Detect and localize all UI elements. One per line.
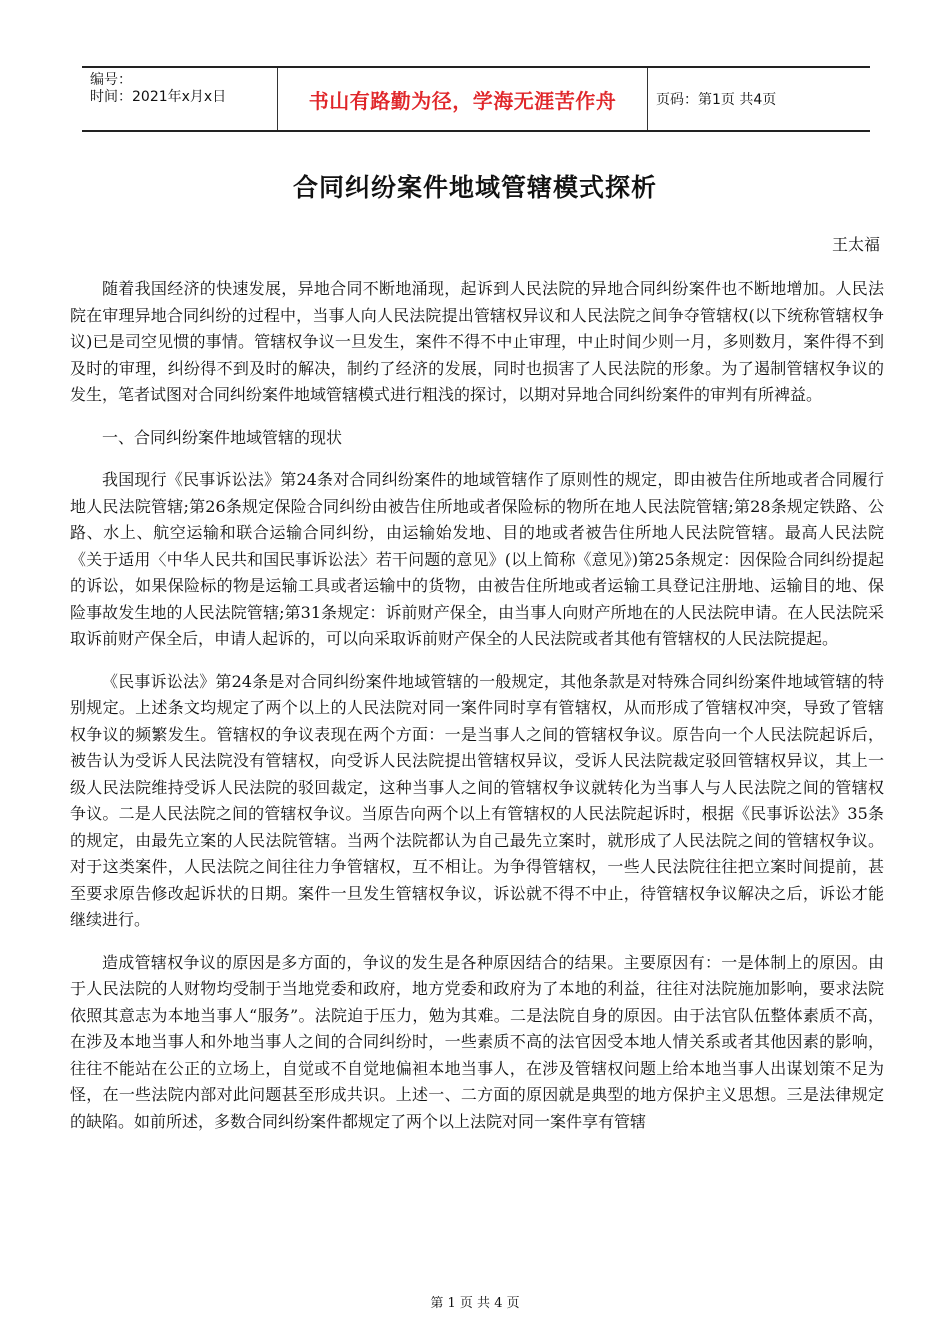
document-number-label: 编号：: [90, 72, 132, 88]
page-header: [82, 66, 870, 132]
header-motto: 书山有路勤为径，学海无涯苦作舟: [278, 68, 648, 130]
document-title: 合同纠纷案件地域管辖模式探析: [292, 173, 657, 202]
body-paragraph: 随着我国经济的快速发展，异地合同不断地涌现，起诉到人民法院的异地合同纠纷案件也不断地增加。人民法院在审理异地合同纠纷的过程中，当事人向人民法院提出管辖权异议和人民法院之间争夺管辖权(以下统称管辖权争议)已是司空见惯的事情。管辖权争议一旦发生，案件不得不中止审理，中止时间少则一月，多则数月，案件得不到及时的审理，纠纷得不到及时的解决，制约了经济的发展，同时也损害了人民法院的形象。为了遏制管辖权争议的发生，笔者试图对合同纠纷案件地域管辖模式进行粗浅的探讨，以期对异地合同纠纷案件的审判有所裨益。: [70, 279, 884, 404]
section-heading: 一、合同纠纷案件地域管辖的现状: [102, 427, 343, 447]
page-footer: 第 1 页 共 4 页: [430, 1296, 520, 1311]
body-paragraph: 造成管辖权争议的原因是多方面的，争议的发生是各种原因结合的结果。主要原因有：一是体制上的原因。由于人民法院的人财物均受制于当地党委和政府，地方党委和政府为了本地的利益，往往对法院施加影响，要求法院依照其意志为本地当事人“服务”。法院迫于压力，勉为其难。二是法院自身的原因。由于法官队伍整体素质不高，在涉及本地当事人和外地当事人之间的合同纠纷时，一些素质不高的法官因受本地人情关系或者其他因素的影响，往往不能站在公正的立场上，自觉或不自觉地偏袒本地当事人，在涉及管辖权问题上给本地当事人出谋划策不足为怪，在一些法院内部对此问题甚至形成共识。上述一、二方面的原因就是典型的地方保护主义思想。三是法律规定的缺陷。如前所述，多数合同纠纷案件都规定了两个以上法院对同一案件享有管辖: [70, 952, 884, 1131]
document-body: [70, 276, 884, 1151]
body-paragraph: 我国现行《民事诉讼法》第24条对合同纠纷案件的地域管辖作了原则性的规定，即由被告住所地或者合同履行地人民法院管辖;第26条规定保险合同纠纷由被告住所地或者保险标的物所在地人民法院管辖;第28条规定铁路、公路、水上、航空运输和联合运输合同纠纷，由运输始发地、目的地或者被告住所地人民法院管辖。最高人民法院《关于适用〈中华人民共和国民事诉讼法〉若干问题的意见》(以上简称《意见》)第25条规定：因保险合同纠纷提起的诉讼，如果保险标的物是运输工具或者运输中的货物，由被告住所地或者运输工具登记注册地、运输目的地、保险事故发生地的人民法院管辖;第31条规定：诉前财产保全，由当事人向财产所地在的人民法院申请。在人民法院采取诉前财产保全后，申请人起诉的，可以向采取诉前财产保全的人民法院或者其他有管辖权的人民法院提起。: [70, 470, 884, 648]
header-meta: [82, 68, 278, 130]
body-paragraph: 《民事诉讼法》第24条是对合同纠纷案件地域管辖的一般规定，其他条款是对特殊合同纠纷案件地域管辖的特别规定。上述条文均规定了两个以上的人民法院对同一案件同时享有管辖权，从而形成了管辖权冲突，导致了管辖权争议的频繁发生。管辖权的争议表现在两个方面：一是当事人之间的管辖权争议。原告向一个人民法院起诉后，被告认为受诉人民法院没有管辖权，向受诉人民法院提出管辖权异议，受诉人民法院裁定驳回管辖权异议，其上一级人民法院维持受诉人民法院的驳回裁定，这种当事人之间的管辖权争议就转化为当事人与人民法院之间的管辖权争议。二是人民法院之间的管辖权争议。当原告向两个以上有管辖权的人民法院起诉时，根据《民事诉讼法》35条的规定，由最先立案的人民法院管辖。当两个法院都认为自己最先立案时，就形成了人民法院之间的管辖权争议。对于这类案件，人民法院之间往往力争管辖权，互不相让。为争得管辖权，一些人民法院往往把立案时间提前，甚至要求原告修改起诉状的日期。案件一旦发生管辖权争议，诉讼就不得不中止，待管辖权争议解决之后，诉讼才能继续进行。: [70, 671, 884, 929]
header-page-info: 页码：第1页 共4页: [656, 92, 777, 108]
document-author: 王太福: [831, 235, 880, 254]
document-date-label: 时间：2021年x月x日: [90, 89, 227, 105]
